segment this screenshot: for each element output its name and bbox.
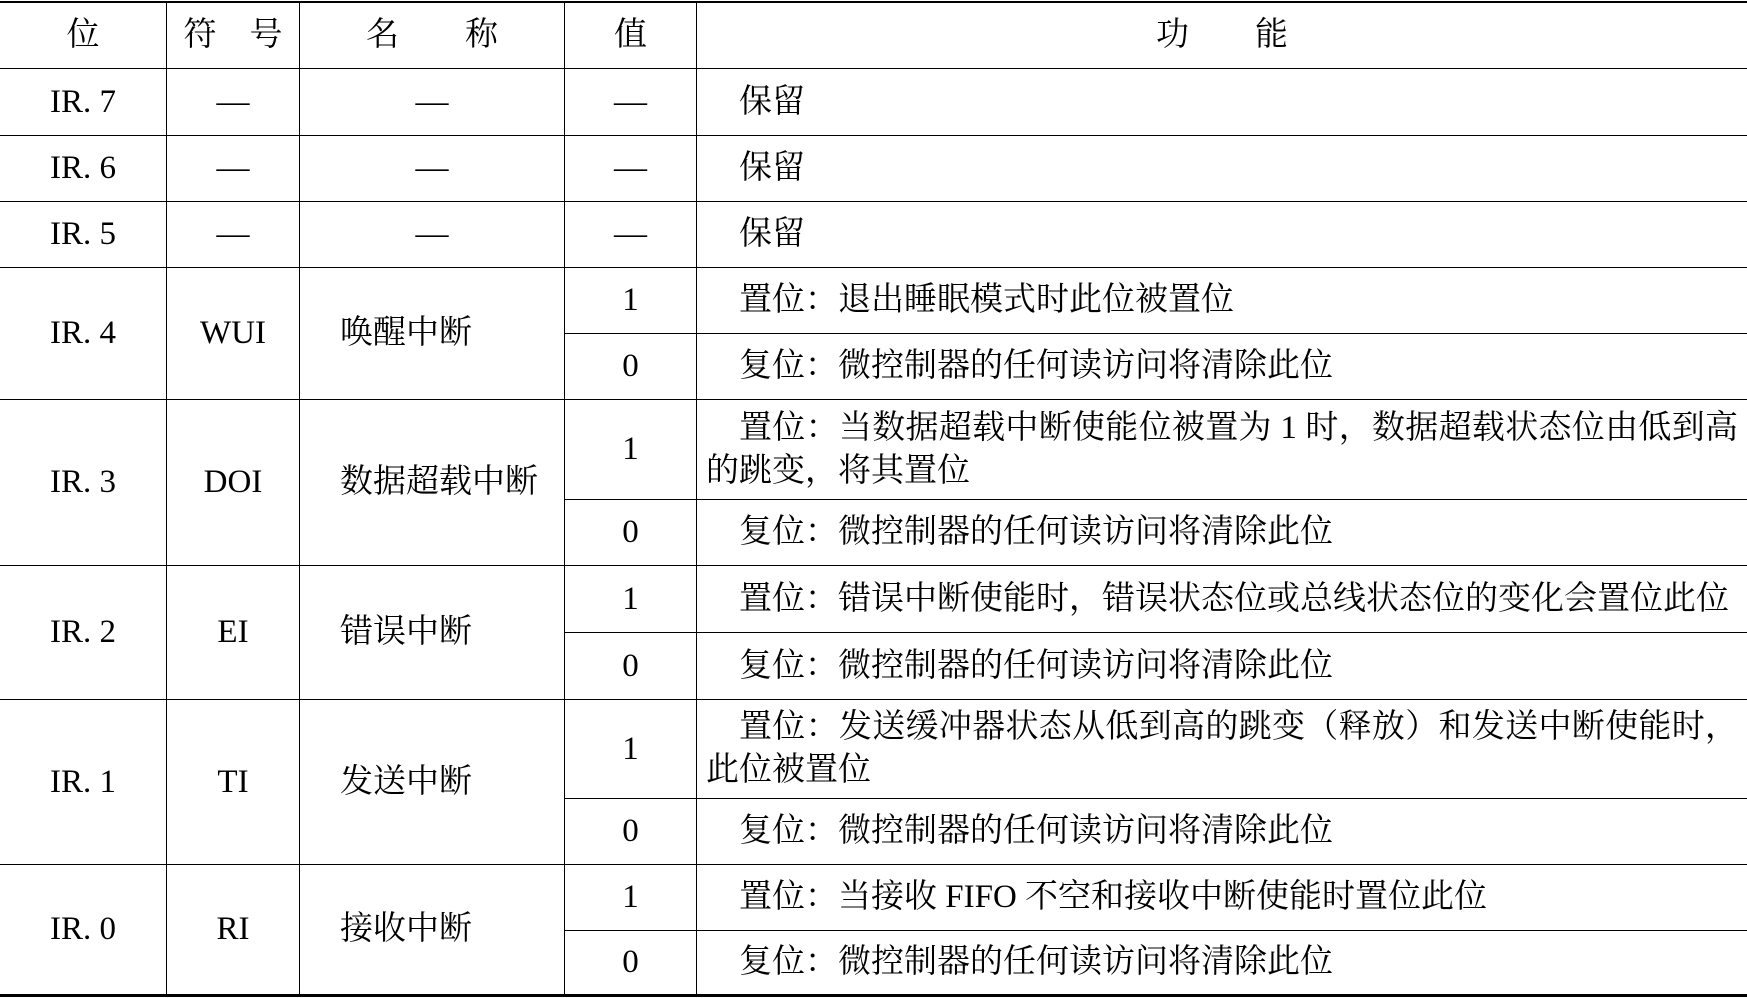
header-name <box>300 3 565 69</box>
bit-text: IR. 6 <box>50 150 116 186</box>
cell-name <box>300 69 565 136</box>
header-symbol-label: 符号 <box>183 17 316 53</box>
header-name-label: 名称 <box>366 17 564 53</box>
header-value-label: 值 <box>614 17 647 53</box>
cell-bit <box>0 136 167 202</box>
cell-value <box>565 633 697 700</box>
cell-value <box>565 334 697 400</box>
cell-name <box>300 865 565 994</box>
function-text: 保留 <box>739 216 805 252</box>
name-text: 数据超载中断 <box>340 464 538 500</box>
function-text: 复位：微控制器的任何读访问将清除此位 <box>739 514 1333 550</box>
function-text: 保留 <box>739 83 805 120</box>
cell-function <box>697 865 1747 931</box>
value-text: 1 <box>622 879 639 915</box>
cell-bit <box>0 69 167 136</box>
cell-function <box>697 136 1747 202</box>
value-text: 0 <box>622 514 639 550</box>
name-text: — <box>415 83 449 120</box>
symbol-text: DOI <box>203 464 263 500</box>
cell-value <box>565 700 697 799</box>
function-text: 置位：错误中断使能时，错误状态位或总线状态位的变化会置位此位 <box>739 580 1729 617</box>
bit-text: IR. 5 <box>50 216 116 252</box>
cell-name <box>300 566 565 700</box>
header-bit-label: 位 <box>66 17 100 53</box>
cell-function <box>697 566 1747 633</box>
function-text: 复位：微控制器的任何读访问将清除此位 <box>739 813 1333 849</box>
symbol-text: — <box>216 83 250 120</box>
name-text: 错误中断 <box>340 614 472 650</box>
function-text: 置位：当数据超载中断使能位被置为 1 时，数据超载状态位由低到高的跳变，将其置位 <box>706 409 1738 489</box>
header-value <box>565 3 697 69</box>
symbol-text: RI <box>216 911 250 947</box>
cell-value <box>565 136 697 202</box>
name-text: 发送中断 <box>340 763 472 800</box>
bit-text: IR. 3 <box>50 464 116 500</box>
cell-name <box>300 400 565 566</box>
function-text: 复位：微控制器的任何读访问将清除此位 <box>739 348 1333 384</box>
cell-function <box>697 69 1747 136</box>
cell-function <box>697 500 1747 566</box>
cell-function <box>697 334 1747 400</box>
value-text: 1 <box>622 730 639 767</box>
bit-text: IR. 2 <box>50 614 116 650</box>
name-text: — <box>415 216 449 252</box>
function-text: 复位：微控制器的任何读访问将清除此位 <box>739 647 1333 684</box>
value-text: 1 <box>622 431 639 467</box>
bit-text: IR. 7 <box>50 83 116 120</box>
function-text: 置位：退出睡眠模式时此位被置位 <box>739 282 1234 318</box>
bit-text: IR. 4 <box>50 315 116 351</box>
cell-symbol <box>167 69 300 136</box>
cell-value <box>565 400 697 500</box>
name-text: — <box>415 150 449 186</box>
value-text: 1 <box>622 282 639 318</box>
interrupt-register-table <box>0 1 1747 997</box>
header-symbol <box>167 3 316 69</box>
cell-symbol <box>167 202 300 268</box>
cell-value <box>565 865 697 931</box>
cell-value <box>565 202 697 268</box>
cell-bit <box>0 865 167 994</box>
header-bit <box>0 3 167 69</box>
cell-value <box>565 799 697 865</box>
cell-symbol <box>167 400 300 566</box>
name-text: 唤醒中断 <box>340 315 472 351</box>
function-text: 置位：发送缓冲器状态从低到高的跳变（释放）和发送中断使能时，此位被置位 <box>706 709 1738 788</box>
symbol-text: TI <box>217 763 249 800</box>
value-text: 0 <box>622 348 639 384</box>
symbol-text: — <box>216 216 250 252</box>
cell-function <box>697 700 1747 799</box>
value-text: — <box>614 216 647 252</box>
bit-text: IR. 1 <box>50 763 116 800</box>
function-text: 复位：微控制器的任何读访问将清除此位 <box>739 944 1333 980</box>
cell-name <box>300 202 565 268</box>
cell-symbol <box>167 865 300 994</box>
cell-function <box>697 799 1747 865</box>
value-text: 0 <box>622 647 639 684</box>
cell-bit <box>0 268 167 400</box>
cell-value <box>565 566 697 633</box>
value-text: — <box>614 150 647 186</box>
cell-function <box>697 633 1747 700</box>
cell-name <box>300 136 565 202</box>
cell-bit <box>0 700 167 865</box>
cell-value <box>565 268 697 334</box>
value-text: — <box>614 83 647 120</box>
bit-text: IR. 0 <box>50 911 116 947</box>
cell-function <box>697 202 1747 268</box>
cell-value <box>565 931 697 994</box>
cell-symbol <box>167 136 300 202</box>
function-text: 保留 <box>739 150 805 186</box>
cell-function <box>697 400 1747 500</box>
header-function-label: 功能 <box>1156 17 1354 53</box>
value-text: 1 <box>622 580 639 617</box>
cell-function <box>697 931 1747 994</box>
cell-value <box>565 500 697 566</box>
cell-symbol <box>167 700 300 865</box>
function-text: 置位：当接收 FIFO 不空和接收中断使能时置位此位 <box>739 879 1488 915</box>
name-text: 接收中断 <box>340 911 472 947</box>
cell-bit <box>0 400 167 566</box>
value-text: 0 <box>622 813 639 849</box>
cell-name <box>300 268 565 400</box>
symbol-text: — <box>216 150 250 186</box>
cell-name <box>300 700 565 865</box>
cell-value <box>565 69 697 136</box>
header-function <box>697 3 1747 69</box>
symbol-text: WUI <box>200 315 266 351</box>
cell-bit <box>0 202 167 268</box>
cell-bit <box>0 566 167 700</box>
cell-symbol <box>167 566 300 700</box>
cell-function <box>697 268 1747 334</box>
symbol-text: EI <box>217 614 249 650</box>
value-text: 0 <box>622 944 639 980</box>
cell-symbol <box>167 268 300 400</box>
